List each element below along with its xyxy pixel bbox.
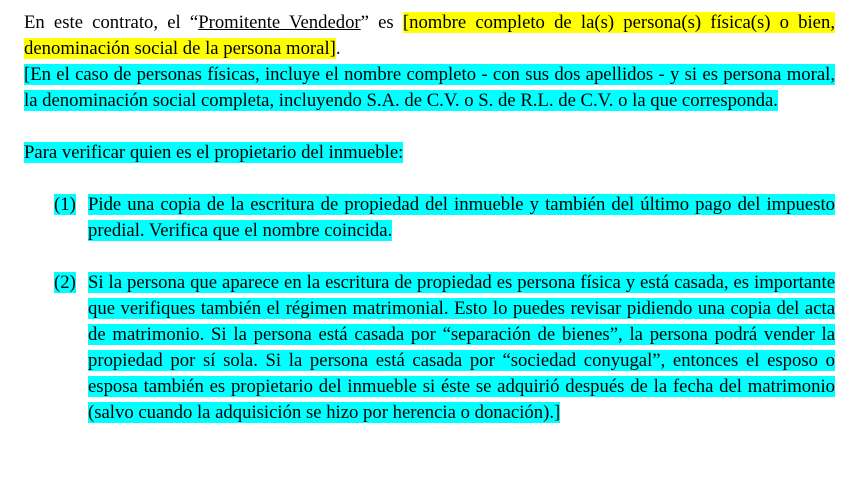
blank-line (24, 114, 835, 140)
list-item-1 (54, 192, 835, 244)
seller-name-placeholder[interactable]: [nombre completo de la(s) persona(s) física(s) o bien, denominación social de la persona moral] (24, 12, 835, 59)
intro-paragraph (24, 10, 835, 62)
document-body (24, 10, 835, 426)
verify-heading (24, 140, 835, 166)
instruction-note-text: [En el caso de personas físicas, incluye el nombre completo - con sus dos apellidos - y si es persona moral, la denominación social completa, incluyendo S.A. de C.V. o S. de R.L. de C.V. o la que corresponda. (24, 64, 835, 111)
intro-prefix: En este contrato, el “ (24, 12, 199, 33)
list-number: (1) (54, 194, 76, 215)
intro-end: . (335, 38, 341, 59)
blank-line (24, 166, 835, 192)
list-item-text: Si la persona que aparece en la escritura de propiedad es persona física y está casada, es importante que verifiques también el régimen matrimonial. Esto lo puedes revisar pidiendo una copia del acta de matrimonio. Si la persona está casada por “separación de bienes”, la persona podrá vender la propiedad por sí sola. Si la persona está casada por “sociedad conyugal”, entonces el esposo o esposa también es propietario del inmueble si éste se adquirió después de la fecha del matrimonio (salvo cuando la adquisición se hizo por herencia o donación).] (88, 272, 835, 423)
list-number: (2) (54, 272, 76, 293)
list-item-2 (54, 270, 835, 426)
promitente-vendedor-term: Promitente Vendedor (198, 12, 361, 33)
instruction-note (24, 62, 835, 114)
verify-heading-text: Para verificar quien es el propietario del inmueble: (24, 142, 404, 163)
blank-line (24, 244, 835, 270)
list-item-text: Pide una copia de la escritura de propiedad del inmueble y también del último pago del impuesto predial. Verifica que el nombre coincida. (88, 194, 835, 241)
intro-suffix: ” es (360, 12, 403, 33)
